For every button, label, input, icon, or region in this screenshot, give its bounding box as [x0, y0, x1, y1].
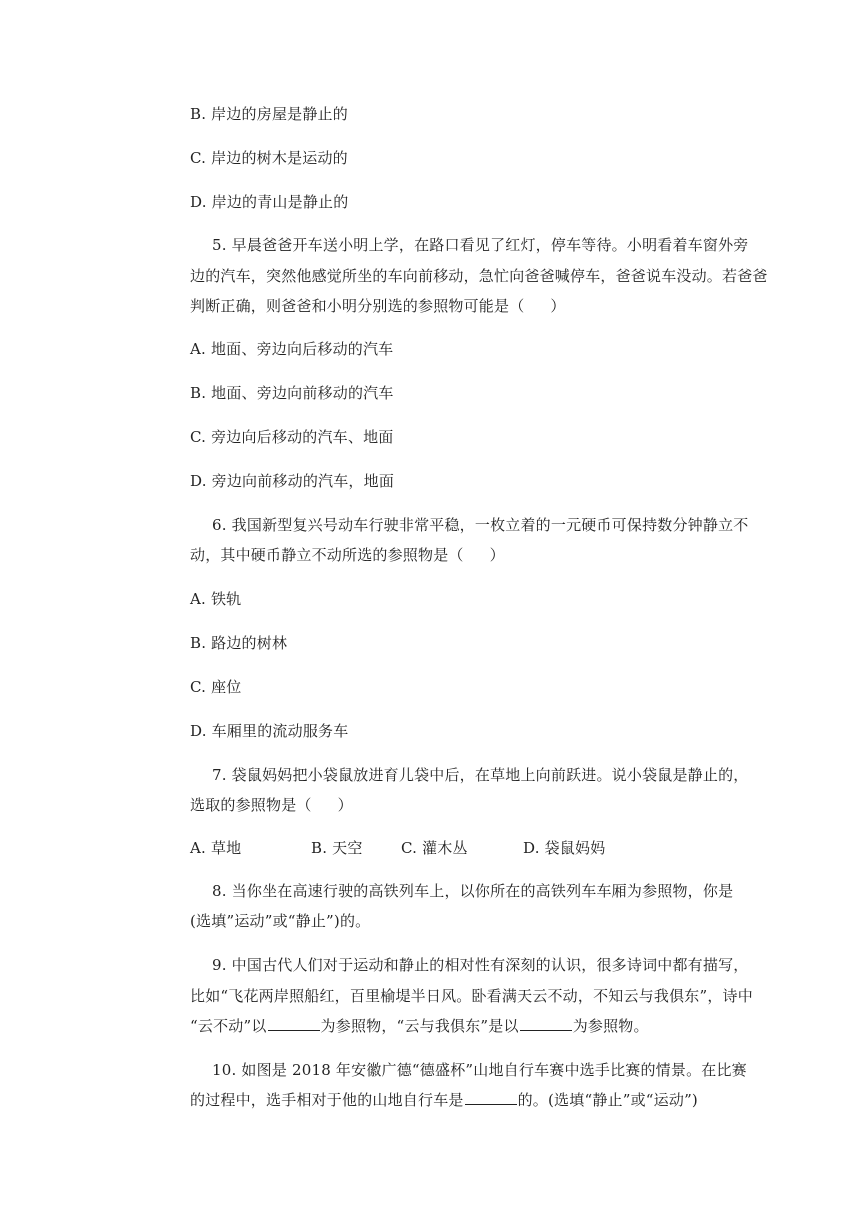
- q10-stem-line2-part2: 的。(选填“静止”或“运动”): [517, 1091, 698, 1109]
- q9-stem-line3: [190, 1016, 649, 1036]
- q9-stem-line3-part1: “云不动”以: [190, 1017, 267, 1035]
- q6-option-b: B. 路边的树林: [190, 634, 288, 652]
- q6-option-c: C. 座位: [190, 678, 242, 696]
- q10-stem-line2-part1: 的过程中，选手相对于他的山地自行车是: [190, 1091, 464, 1109]
- q4-option-d: D. 岸边的青山是静止的: [190, 193, 349, 211]
- q9-stem-line2: 比如“飞花两岸照船红，百里榆堤半日风。卧看满天云不动，不知云与我俱东”，诗中: [190, 987, 753, 1005]
- q9-stem-line3-part2: 为参照物，“云与我俱东”是以: [320, 1017, 519, 1035]
- q5-stem-line3-text: 判断正确，则爸爸和小明分别选的参照物可能是（: [190, 297, 525, 315]
- q7-option-d: D. 袋鼠妈妈: [523, 839, 606, 857]
- q6-stem-line2-text: 动，其中硬币静立不动所选的参照物是（: [190, 546, 464, 564]
- q7-options-row: [190, 838, 670, 858]
- q8-stem-line2: (选填”运动”或“静止”)的。: [190, 912, 371, 930]
- q9-stem-line1: 9. 中国古代人们对于运动和静止的相对性有深刻的认识，很多诗词中都有描写，: [212, 956, 749, 974]
- q7-option-c: C. 灌木丛: [401, 839, 468, 857]
- q5-stem-line3: [190, 296, 566, 316]
- q5-option-d: D. 旁边向前移动的汽车，地面: [190, 472, 395, 490]
- q7-option-b: B. 天空: [311, 839, 363, 857]
- q7-option-a: A. 草地: [190, 839, 242, 857]
- q7-stem-line2-text: 选取的参照物是（: [190, 796, 312, 814]
- q6-stem-line2-close: ）: [489, 546, 505, 564]
- q6-stem-line2: [190, 545, 505, 565]
- q5-stem-line2: 边的汽车，突然他感觉所坐的车向前移动，急忙向爸爸喊停车，爸爸说车没动。若爸爸: [190, 267, 768, 285]
- q5-option-a: A. 地面、旁边向后移动的汽车: [190, 340, 394, 358]
- q9-blank-1: [268, 1016, 320, 1031]
- q5-option-b: B. 地面、旁边向前移动的汽车: [190, 384, 394, 402]
- q7-stem-line2-close: ）: [337, 796, 353, 814]
- q4-option-b: B. 岸边的房屋是静止的: [190, 105, 348, 123]
- q9-stem-line3-part3: 为参照物。: [572, 1017, 649, 1035]
- q9-blank-2: [520, 1016, 572, 1031]
- q5-stem-line3-close: ）: [550, 297, 566, 315]
- q8-stem-line1: 8. 当你坐在高速行驶的高铁列车上，以你所在的高铁列车车厢为参照物，你是: [212, 882, 734, 900]
- q5-stem-line1: 5. 早晨爸爸开车送小明上学，在路口看见了红灯，停车等待。小明看着车窗外旁: [212, 236, 749, 254]
- q10-stem-line1: 10. 如图是 2018 年安徽广德“德盛杯”山地自行车赛中选手比赛的情景。在比赛: [212, 1061, 747, 1079]
- q6-stem-line1: 6. 我国新型复兴号动车行驶非常平稳，一枚立着的一元硬币可保持数分钟静立不: [212, 516, 749, 534]
- q6-option-d: D. 车厢里的流动服务车: [190, 722, 349, 740]
- q4-option-c: C. 岸边的树木是运动的: [190, 149, 348, 167]
- q10-stem-line2: [190, 1090, 698, 1110]
- q7-stem-line1: 7. 袋鼠妈妈把小袋鼠放进育儿袋中后，在草地上向前跃进。说小袋鼠是静止的，: [212, 766, 749, 784]
- q7-stem-line2: [190, 795, 353, 815]
- q10-blank-1: [465, 1090, 517, 1105]
- q5-option-c: C. 旁边向后移动的汽车、地面: [190, 428, 394, 446]
- q6-option-a: A. 铁轨: [190, 590, 242, 608]
